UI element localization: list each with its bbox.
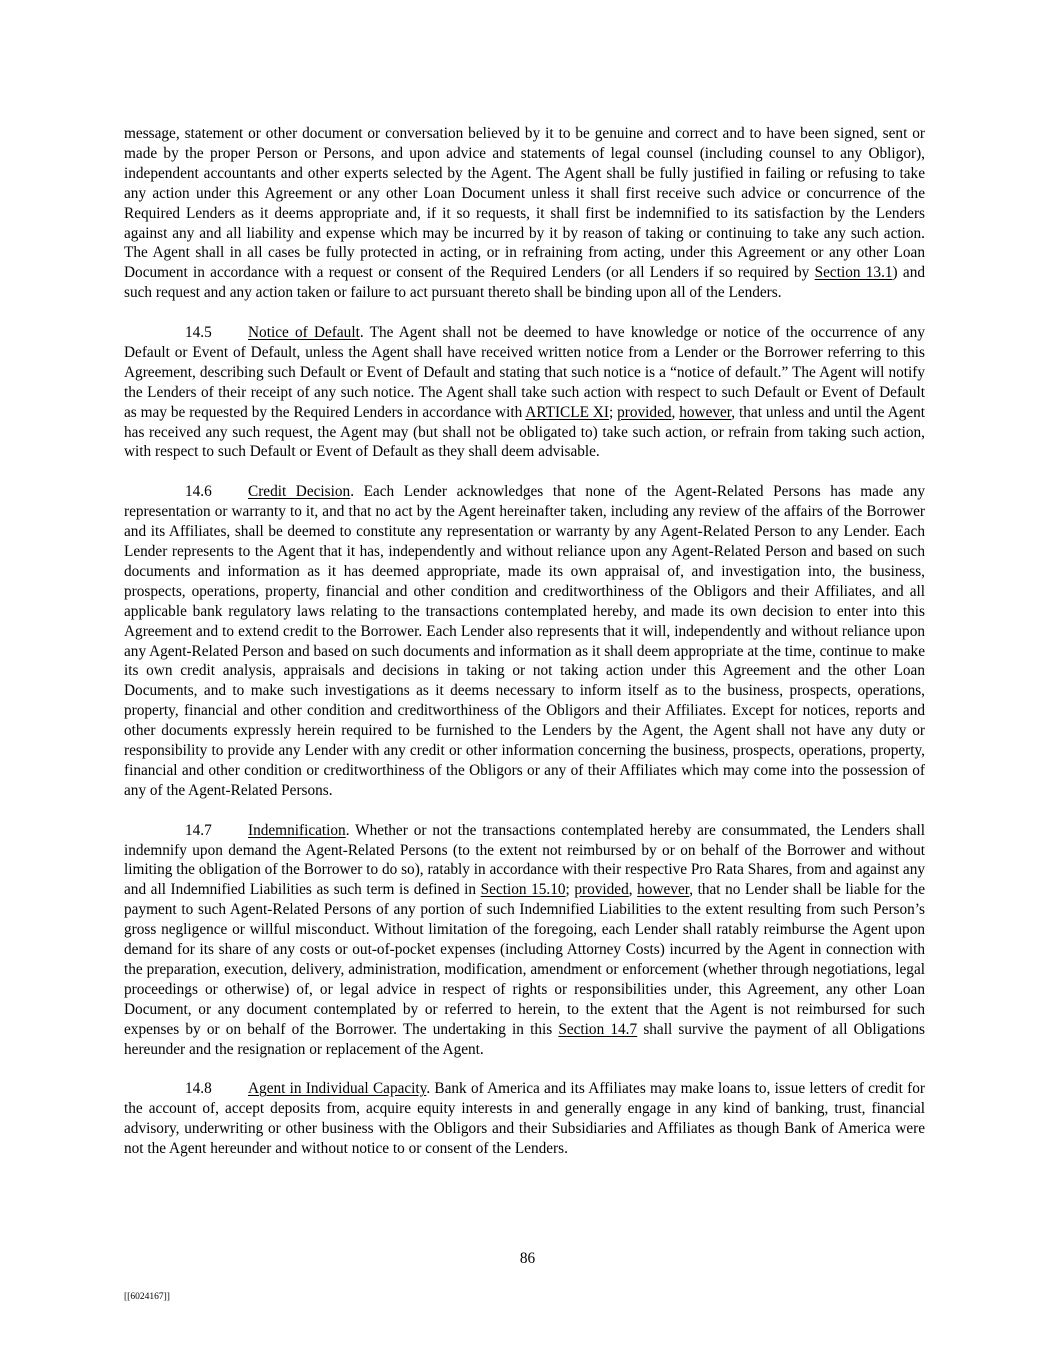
paragraph-text: shall survive the payment of all Obligations hereunder and the resignation or replacement of the Agent. <box>124 1020 926 1058</box>
section-heading: Notice of Default <box>248 324 360 342</box>
section-14-6 <box>124 482 925 801</box>
paragraph-text: , that no Lender shall be liable for the payment to such Agent-Related Persons of any portion of such Indemnified Liabilities to the extent resulting from such Person’s gross negligence or willful misconduct. Without limitation of the foregoing, each Lender shall ratably reimburse the Agent upon demand for its share of any costs or out-of-pocket expenses (including Attorney Costs) incurred by the Agent in connection with the preparation, execution, delivery, administration, modification, amendment or enforcement (whether through negotiations, legal proceedings or otherwise) of, or legal advice in respect of rights or responsibilities under, this Agreement, any other Loan Document, or any document contemplated by or referred to herein, to the extent that the Agent is not reimbursed for such expenses by or on behalf of the Borrower. The undertaking in this <box>124 881 925 1038</box>
section-heading: Indemnification <box>248 821 346 839</box>
paragraph-text: . Bank of America and its Affiliates may make loans to, issue letters of credit for the account of, accept deposits from, acquire equity interests in and generally engage in any kind of banking, trust, financial advisory, underwriting or other business with the Obligors and their Subsidiaries and Affiliates as though Bank of America were not the Agent hereunder and without notice to or consent of the Lenders. <box>124 1080 925 1158</box>
section-14-8 <box>124 1079 925 1159</box>
section-number: 14.8 <box>185 1080 212 1098</box>
paragraph-continuation <box>124 124 925 303</box>
page-number: 86 <box>519 1250 536 1267</box>
paragraph-text: , that unless and until the Agent has received any such request, the Agent may (but shall not be obligated to) take such action, or refrain from taking such action, with respect to such Default or Event of Default as they shall deem advisable. <box>124 403 926 461</box>
paragraph-text: message, statement or other document or conversation believed by it to be genuine and correct and to have been signed, sent or made by the proper Person or Persons, and upon advice and statements of legal counsel (including counsel to any Obligor), independent accountants and other experts selected by the Agent. The Agent shall be fully justified in failing or refusing to take any action under this Agreement or any other Loan Document unless it shall first receive such advice or concurrence of the Required Lenders as it deems appropriate and, if it so requests, it shall first be indemnified to its satisfaction by the Lenders against any and all liability and expense which may be incurred by it by reason of taking or continuing to take any such action. The Agent shall in all cases be fully protected in acting, or in refraining from acting, under this Agreement or any other Loan Document in accordance with a request or consent of the Required Lenders (or all Lenders if so required by <box>124 125 925 282</box>
section-14-5 <box>124 323 925 462</box>
paragraph-text: . Whether or not the transactions contemplated hereby are consummated, the Lenders shall indemnify upon demand the Agent-Related Persons (to the extent not reimbursed by or on behalf of the Borrower and without limiting the obligation of the Borrower to do so), ratably in accordance with their respective Pro Rata Shares, from and against any and all Indemnified Liabilities as such term is defined in <box>124 821 925 899</box>
cross-reference-link: Section 13.1 <box>814 264 893 282</box>
however-term: however <box>679 403 732 421</box>
section-number: 14.7 <box>185 821 212 839</box>
provided-term: provided <box>617 403 672 421</box>
section-14-7 <box>124 821 925 1060</box>
section-number: 14.5 <box>185 324 212 342</box>
paragraph-text: ; <box>608 403 618 421</box>
cross-reference-link: Section 14.7 <box>558 1020 638 1038</box>
section-number: 14.6 <box>185 483 212 501</box>
paragraph-text: , <box>671 403 680 421</box>
however-term: however <box>637 881 690 899</box>
cross-reference-link: Section 15.10 <box>480 881 566 899</box>
paragraph-text: ) and such request and any action taken or failure to act pursuant thereto shall be binding upon all of the Lenders. <box>124 264 926 302</box>
paragraph-text: . The Agent shall not be deemed to have knowledge or notice of the occurrence of any Default or Event of Default, unless the Agent shall have received written notice from a Lender or the Borrower referring to this Agreement, describing such Default or Event of Default and stating that such notice is a “notice of default.” The Agent will notify the Lenders of their receipt of any such notice. The Agent shall take such action with respect to such Default or Event of Default as may be requested by the Required Lenders in accordance with <box>124 324 925 421</box>
document-id: [[6024167]] <box>124 1292 170 1302</box>
paragraph-text: ; <box>565 881 575 899</box>
paragraph-text: . Each Lender acknowledges that none of the Agent-Related Persons has made any representation or warranty to it, and that no act by the Agent hereinafter taken, including any review of the affairs of the Borrower and its Affiliates, shall be deemed to constitute any representation or warranty by any Agent-Related Person to any Lender. Each Lender represents to the Agent that it has, independently and without reliance upon any Agent-Related Person and based on such documents and information as it has deemed appropriate, made its own appraisal of, and investigation into, the business, prospects, operations, property, financial and other condition and creditworthiness of the Obligors and their Affiliates, and all applicable bank regulatory laws relating to the transactions contemplated hereby, and made its own decision to enter into this Agreement and to extend credit to the Borrower. Each Lender also represents that it will, independently and without reliance upon any Agent-Related Person and based on such documents and information as it shall deem appropriate at the time, continue to make its own credit analysis, appraisals and decisions in taking or not taking action under this Agreement and the other Loan Documents, and to make such investigations as it deems necessary to inform itself as to the business, prospects, operations, property, financial and other condition and creditworthiness of the Obligors and their Affiliates. Except for notices, reports and other documents expressly herein required to be furnished to the Lenders by the Agent, the Agent shall not have any duty or responsibility to provide any Lender with any credit or other information concerning the business, prospects, operations, property, financial and other condition or creditworthiness of the Obligors or any of their Affiliates which may come into the possession of any of the Agent-Related Persons. <box>124 483 926 799</box>
document-page <box>124 124 925 1179</box>
provided-term: provided <box>574 881 629 899</box>
section-heading: Credit Decision <box>248 483 351 501</box>
section-heading: Agent in Individual Capacity <box>248 1080 427 1098</box>
paragraph-text: , <box>628 881 638 899</box>
cross-reference-link: ARTICLE XI <box>525 403 609 421</box>
